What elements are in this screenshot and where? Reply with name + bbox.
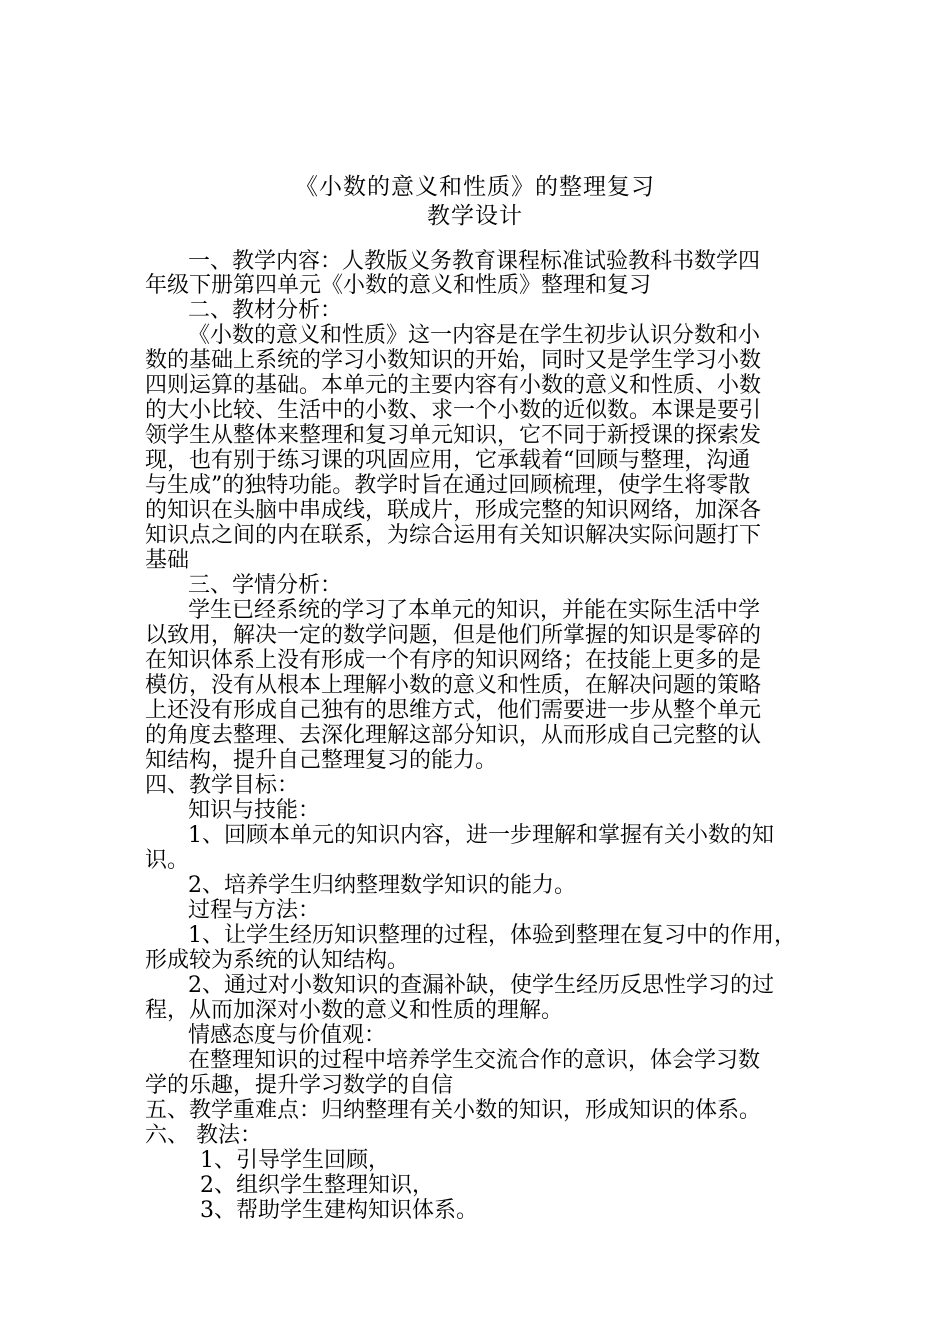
subsection-heading: 知识与技能： xyxy=(188,798,321,823)
paragraph-line: 知识点之间的内在联系，为综合运用有关知识解决实际问题打下 xyxy=(145,523,762,548)
list-item: 2、培养学生归纳整理数学知识的能力。 xyxy=(188,873,576,898)
paragraph-line: 以致用，解决一定的数学问题，但是他们所掌握的知识是零碎的 xyxy=(145,623,762,648)
document-subtitle: 教学设计 xyxy=(427,203,523,229)
paragraph-line: 上还没有形成自己独有的思维方式，他们需要进一步从整个单元 xyxy=(145,698,762,723)
subsection-heading: 过程与方法： xyxy=(188,898,321,923)
paragraph-line: 数的基础上系统的学习小数知识的开始，同时又是学生学习小数 xyxy=(145,348,762,373)
paragraph-line: 学生已经系统的学习了本单元的知识，并能在实际生活中学 xyxy=(188,598,761,623)
paragraph-line: 的大小比较、生活中的小数、求一个小数的近似数。本课是要引 xyxy=(145,398,762,423)
section-6-heading: 六、 教法： xyxy=(145,1123,262,1148)
paragraph-line: 四则运算的基础。本单元的主要内容有小数的意义和性质、小数 xyxy=(145,373,762,398)
paragraph-line: 模仿，没有从根本上理解小数的意义和性质，在解决问题的策略 xyxy=(145,673,762,698)
list-item: 1、回顾本单元的知识内容，进一步理解和掌握有关小数的知 xyxy=(188,823,774,848)
list-item: 程，从而加深对小数的意义和性质的理解。 xyxy=(145,998,564,1023)
list-item: 1、让学生经历知识整理的过程，体验到整理在复习中的作用， xyxy=(188,923,796,948)
paragraph-line: 的角度去整理、去深化理解这部分知识，从而形成自己完整的认 xyxy=(145,723,762,748)
subsection-heading: 情感态度与价值观： xyxy=(188,1023,387,1048)
paragraph-line: 领学生从整体来整理和复习单元知识，它不同于新授课的探索发 xyxy=(145,423,762,448)
paragraph-line: 学的乐趣，提升学习数学的自信 xyxy=(145,1073,454,1098)
section-5-heading: 五、教学重难点：归纳整理有关小数的知识，形成知识的体系。 xyxy=(145,1098,762,1123)
document-title: 《小数的意义和性质》的整理复习 xyxy=(295,174,655,200)
section-4-heading: 四、教学目标： xyxy=(145,773,300,798)
paragraph-line: 与生成”的独特功能。教学时旨在通过回顾梳理，使学生将零散 xyxy=(145,473,751,498)
list-item: 2、通过对小数知识的查漏补缺，使学生经历反思性学习的过 xyxy=(188,973,774,998)
paragraph-line: 现，也有别于练习课的巩固应用，它承载着“回顾与整理，沟通 xyxy=(145,448,751,473)
paragraph-line: 在整理知识的过程中培养学生交流合作的意识，体会学习数 xyxy=(188,1048,761,1073)
paragraph-line: 《小数的意义和性质》这一内容是在学生初步认识分数和小 xyxy=(188,323,761,348)
paragraph-line: 知结构，提升自己整理复习的能力。 xyxy=(145,748,498,773)
paragraph-line: 年级下册第四单元《小数的意义和性质》整理和复习 xyxy=(145,273,652,298)
list-item: 3、帮助学生建构知识体系。 xyxy=(200,1198,478,1223)
paragraph-line: 基础 xyxy=(145,548,190,573)
paragraph-line: 的知识在头脑中串成线，联成片，形成完整的知识网络，加深各 xyxy=(145,498,762,523)
list-item: 1、引导学生回顾， xyxy=(200,1148,390,1173)
section-1-heading: 一、教学内容：人教版义务教育课程标准试验教科书数学四 xyxy=(188,249,761,274)
section-2-heading: 二、教材分析： xyxy=(188,298,343,323)
section-3-heading: 三、学情分析： xyxy=(188,573,343,598)
list-item: 形成较为系统的认知结构。 xyxy=(145,948,410,973)
list-item: 2、组织学生整理知识， xyxy=(200,1173,434,1198)
list-item: 识。 xyxy=(145,848,190,873)
paragraph-line: 在知识体系上没有形成一个有序的知识网络；在技能上更多的是 xyxy=(145,648,762,673)
